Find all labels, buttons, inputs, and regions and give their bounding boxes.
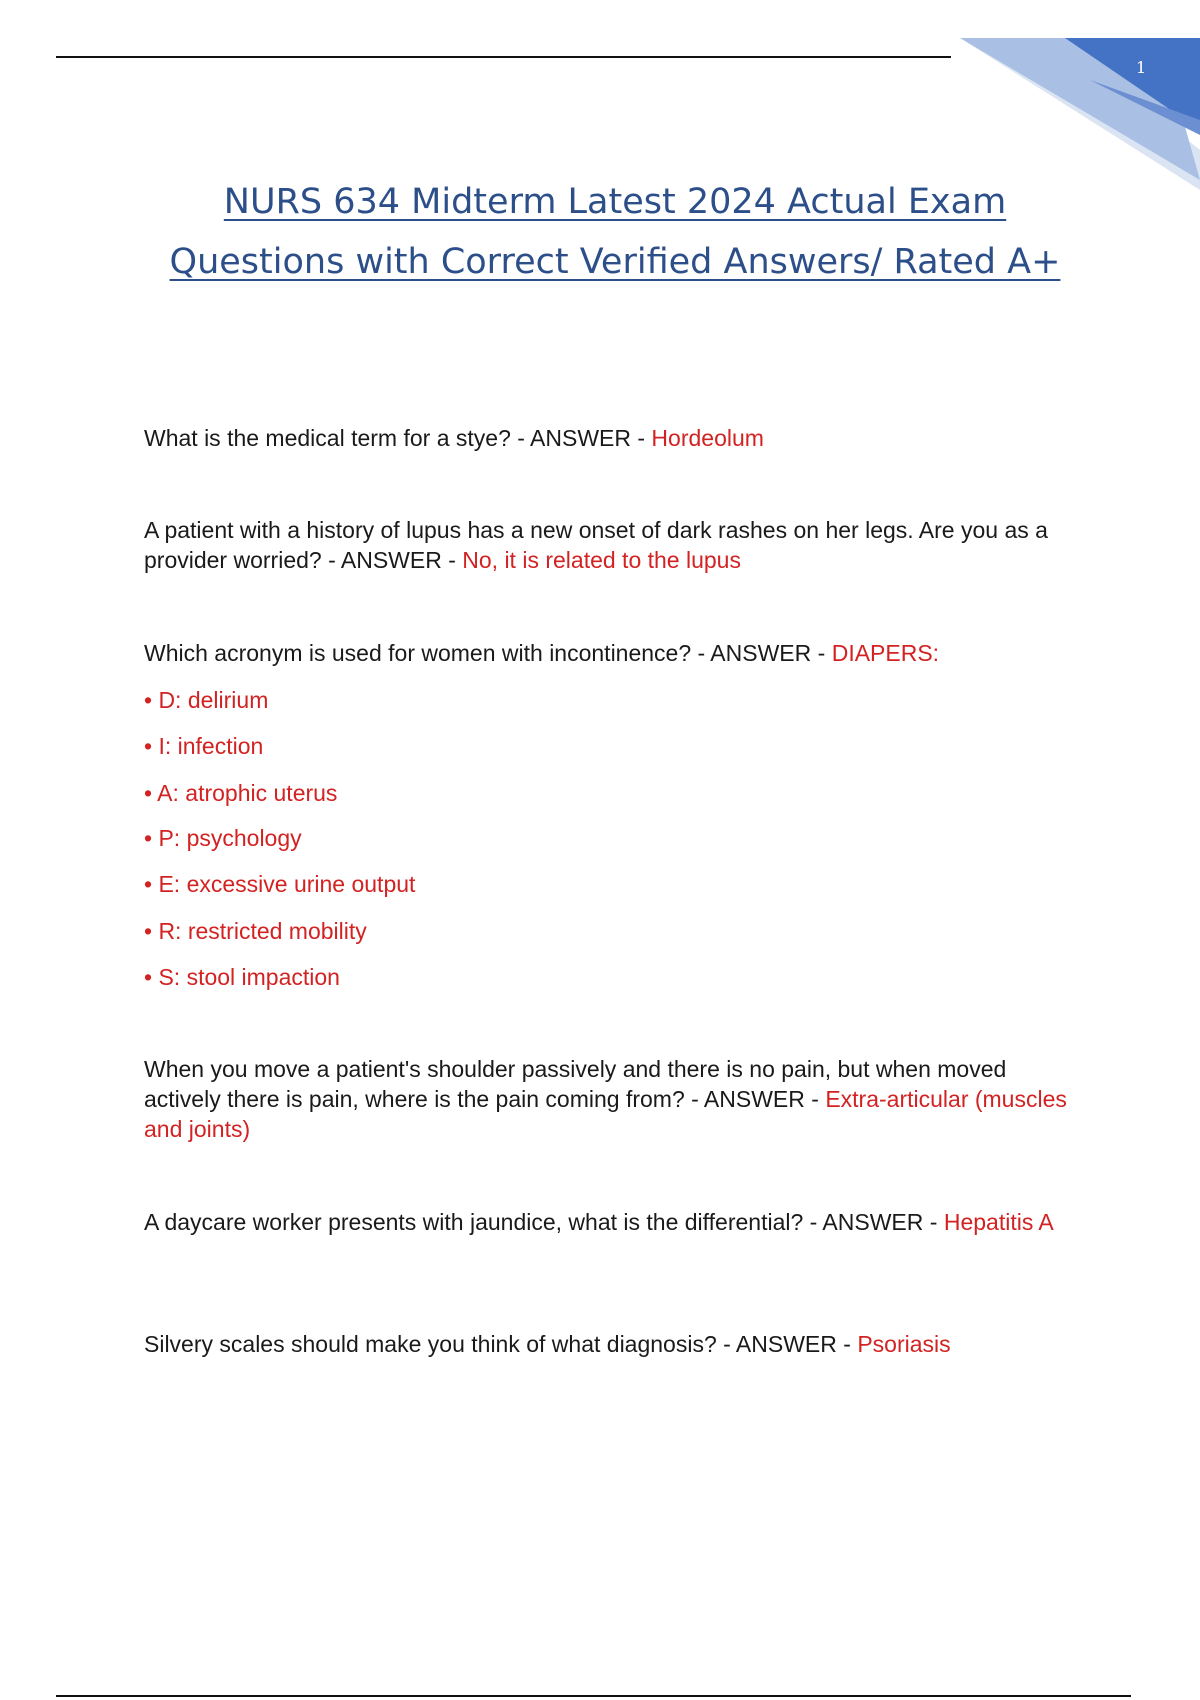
answer-label: - ANSWER - xyxy=(684,1086,826,1112)
footer-rule xyxy=(56,1695,1131,1697)
answer-label: - ANSWER - xyxy=(803,1209,944,1235)
list-item: • E: excessive urine output xyxy=(144,871,416,897)
answer-label: - ANSWER - xyxy=(321,547,463,573)
answer-text: Psoriasis xyxy=(857,1331,951,1357)
title-line-2: Questions with Correct Verified Answers/ Rated A+ xyxy=(169,242,1061,282)
corner-decoration xyxy=(960,0,1200,200)
answer-text: Hepatitis A xyxy=(943,1209,1054,1235)
list-item: • I: infection xyxy=(144,733,264,759)
answer-label: - ANSWER - xyxy=(716,1331,858,1357)
title-line-1: NURS 634 Midterm Latest 2024 Actual Exam xyxy=(223,182,1007,222)
qa-item xyxy=(144,638,1084,668)
qa-item xyxy=(144,1329,1084,1359)
question-text: Which acronym is used for women with incontinence? xyxy=(144,640,692,666)
qa-item xyxy=(144,423,1084,453)
list-item: • R: restricted mobility xyxy=(144,918,367,944)
answer-label: - ANSWER - xyxy=(510,425,652,451)
list-item: • S: stool impaction xyxy=(144,964,340,990)
question-text: What is the medical term for a stye? xyxy=(144,425,511,451)
answer-text: Extra-articular (muscles and joints) xyxy=(144,1086,1067,1142)
answer-text: No, it is related to the lupus xyxy=(462,547,741,573)
answer-text: Hordeolum xyxy=(651,425,764,451)
qa-item xyxy=(144,1054,1084,1144)
question-text: A daycare worker presents with jaundice, what is the differential? xyxy=(144,1209,804,1235)
list-item: • A: atrophic uterus xyxy=(144,780,338,806)
qa-item xyxy=(144,515,1084,575)
page-number: 1 xyxy=(1136,58,1147,77)
question-text: A patient with a history of lupus has a new onset of dark rashes on her legs. Are you as a provider worried? xyxy=(144,517,1048,573)
question-text: Silvery scales should make you think of what diagnosis? xyxy=(144,1331,717,1357)
question-text: When you move a patient's shoulder passively and there is no pain, but when moved actively there is pain, where is the pain coming from? xyxy=(144,1056,1007,1112)
answer-label: - ANSWER - xyxy=(691,640,832,666)
answer-text: DIAPERS: xyxy=(831,640,940,666)
list-item: • D: delirium xyxy=(144,687,269,713)
qa-item xyxy=(144,1207,1084,1237)
list-item: • P: psychology xyxy=(144,825,302,851)
page-title xyxy=(100,172,1130,292)
header-rule xyxy=(56,56,951,58)
